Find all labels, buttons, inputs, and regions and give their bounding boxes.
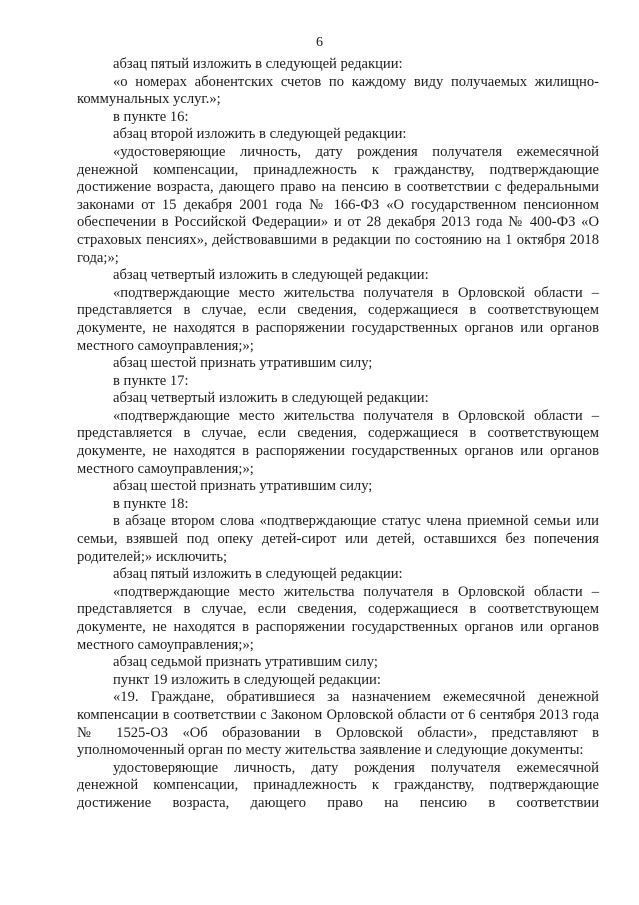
paragraph: «19. Граждане, обратившиеся за назначением ежемесячной денежной компенсации в соответствии с Законом Орловской области от 6 сентября 2013 года № 1525-ОЗ «Об образовании в Орловской области», представляют в уполномоченный орган по месту жительства заявление и следующие документы: — [77, 689, 599, 759]
paragraph: в пункте 18: — [113, 495, 189, 512]
paragraph: «о номерах абонентских счетов по каждому виду получаемых жилищно-коммунальных услуг.»; — [77, 73, 599, 108]
page-number: 6 — [316, 35, 323, 50]
paragraph: пункт 19 изложить в следующей редакции: — [113, 671, 381, 688]
paragraph: «подтверждающие место жительства получателя в Орловской области – представляется в случае, если сведения, содержащиеся в соответствующем документе, не находятся в распоряжении государственных органов или органов местного самоуправления;»; — [77, 583, 599, 653]
paragraph: в пункте 17: — [113, 372, 189, 389]
paragraph: в абзаце втором слова «подтверждающие статус члена приемной семьи или семьи, взявшей под опеку детей-сирот или детей, оставшихся без попечения родителей;» исключить; — [77, 513, 599, 565]
paragraph: в пункте 16: — [113, 108, 189, 125]
paragraph: абзац шестой признать утратившим силу; — [113, 355, 373, 372]
paragraph: абзац четвертый изложить в следующей редакции: — [113, 390, 429, 407]
paragraph: «удостоверяющие личность, дату рождения получателя ежемесячной денежной компенсации, принадлежность к гражданству, подтверждающие достижение возраста, дающего право на пенсию в соответствии с федеральными законами от 15 декабря 2001 года № 166-ФЗ «О государственном пенсионном обеспечении в Российской Федерации» и от 28 декабря 2013 года № 400-ФЗ «О страховых пенсиях», действовавшими в редакции по состоянию на 1 октября 2018 года;»; — [77, 143, 599, 266]
paragraph: абзац шестой признать утратившим силу; — [113, 478, 373, 495]
paragraph: абзац четвертый изложить в следующей редакции: — [113, 267, 429, 284]
document-body — [77, 56, 599, 813]
paragraph: удостоверяющие личность, дату рождения получателя ежемесячной денежной компенсации, принадлежность к гражданству, подтверждающие достижение возраста, дающего право на пенсию в соответствии — [77, 759, 599, 811]
paragraph: абзац пятый изложить в следующей редакции: — [113, 566, 403, 583]
paragraph: абзац второй изложить в следующей редакции: — [113, 126, 407, 143]
paragraph: «подтверждающие место жительства получателя в Орловской области – представляется в случае, если сведения, содержащиеся в соответствующем документе, не находятся в распоряжении государственных органов или органов местного самоуправления;»; — [77, 407, 599, 477]
paragraph: абзац пятый изложить в следующей редакции: — [113, 56, 403, 72]
paragraph: абзац седьмой признать утратившим силу; — [113, 654, 378, 671]
paragraph: «подтверждающие место жительства получателя в Орловской области – представляется в случае, если сведения, содержащиеся в соответствующем документе, не находятся в распоряжении государственных органов или органов местного самоуправления;»; — [77, 284, 599, 354]
